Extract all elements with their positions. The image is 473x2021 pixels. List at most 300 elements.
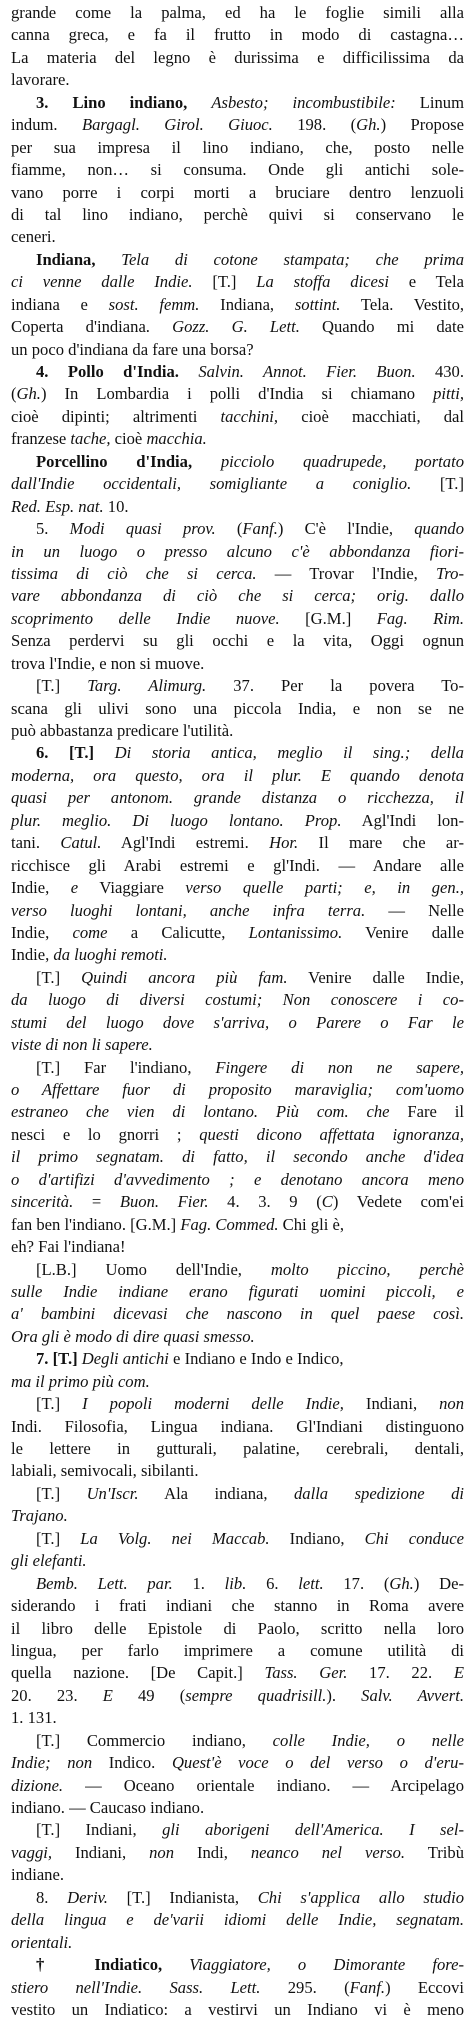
text-run: Venire dalle Indie, [287, 967, 464, 987]
text-run: 10. [103, 496, 129, 516]
headword: Porcellino d'India, [36, 451, 193, 471]
text-line [11, 249, 464, 271]
text-run: le lettere in gutturali, palatine, cerebrali, dentali, [11, 1439, 464, 1458]
italic-text: gli elefanti. [11, 1551, 87, 1571]
text-run: 20. 23. [11, 1685, 103, 1705]
text-line [11, 271, 464, 293]
text-line [11, 1775, 464, 1797]
italic-text: Deriv. [67, 1887, 108, 1907]
italic-text: o Affettare fuor di proposito maraviglia; com'uomo [11, 1080, 464, 1099]
text-run: [T.] [36, 1394, 83, 1414]
text-line [11, 1842, 464, 1864]
text-run: 1. [172, 1573, 225, 1593]
text-line [11, 182, 464, 204]
italic-text: il primo segnatam. di fatto, il secondo anche d'idea [11, 1147, 464, 1167]
text-run: Indi, [174, 1842, 251, 1862]
italic-text: Degli antichi [81, 1349, 169, 1369]
text-line [11, 541, 464, 563]
italic-text: viste di non li sapere. [11, 1035, 153, 1055]
italic-text: Indie; non [11, 1753, 93, 1773]
text-run: scana gli ulivi sono una piccola India, e non se ne [11, 698, 464, 718]
text-run: Quando mi date [299, 317, 464, 337]
text-line [11, 114, 464, 136]
italic-text: molto piccino, perchè [270, 1259, 464, 1279]
text-line [11, 563, 464, 585]
italic-text: verso luoghi lontani, anche infra terra. [11, 900, 366, 920]
text-run: [T.] [36, 676, 88, 696]
text-line [11, 1483, 464, 1505]
text-line [11, 1393, 464, 1415]
text-run: [T.] [36, 967, 82, 987]
text-line [11, 1977, 464, 1999]
text-line [11, 1438, 464, 1460]
text-run: trova l'Indie, e non si muove. [11, 653, 205, 673]
italic-text: tacchini, [220, 406, 279, 426]
text-line [11, 922, 464, 944]
text-line [11, 1662, 464, 1684]
text-run: Indie, [11, 945, 54, 965]
italic-text: macchia. [146, 429, 207, 449]
text-line [11, 518, 464, 540]
text-line [11, 1618, 464, 1640]
text-line [11, 1146, 464, 1168]
text-line [11, 585, 464, 607]
text-line [11, 1752, 464, 1774]
italic-text: in un luogo o presso alcuno c'è abbondanza fiori- [11, 541, 464, 561]
text-run: 17. ( [323, 1573, 390, 1593]
text-line [11, 451, 464, 473]
text-line [11, 1101, 464, 1123]
italic-text: Viaggiatore, o Dimorante fore- [189, 1955, 464, 1975]
text-line [11, 383, 464, 405]
text-run: ) Eccovi [385, 1977, 464, 1997]
text-run: Chi gli è, [278, 1214, 344, 1234]
text-run: [L.B.] Uomo dell'Indie, [36, 1259, 271, 1279]
italic-text: Quindi ancora più fam. [81, 967, 288, 987]
italic-text: Gh. [356, 115, 381, 135]
italic-text: estraneo che vien di lontano. Più com. che [11, 1102, 390, 1122]
text-line [11, 787, 464, 809]
text-run: Indi. Filosofia, Lingua indiana. Gl'Indiani distinguono [11, 1416, 464, 1436]
italic-text: Fanf. [349, 1977, 386, 1997]
text-run: 295. ( [260, 1977, 350, 1997]
italic-text: E [102, 1685, 113, 1705]
text-run [162, 1955, 189, 1974]
text-line [11, 1887, 464, 1909]
italic-text: E [453, 1663, 464, 1683]
text-run: 49 ( [112, 1685, 186, 1705]
text-run: ceneri. [11, 227, 56, 247]
italic-text: Gozz. G. Lett. [172, 317, 300, 337]
italic-text: lib. [224, 1573, 247, 1593]
italic-text: moderna, ora questo, ora il plur. E quando denota [11, 765, 464, 785]
italic-text: Catul. [60, 833, 102, 853]
text-run: 4. 3. 9 ( [208, 1192, 322, 1212]
italic-text: Gh. [16, 384, 41, 404]
text-run: Il mare che ar- [298, 833, 464, 853]
text-run: fan ben l'indiano. [G.M.] [11, 1214, 181, 1234]
headword: 4. Pollo d'India. [36, 362, 179, 381]
text-run: [T.] [192, 272, 257, 292]
text-run: di tal lino indiano, perchè quivi si conservano le [11, 204, 464, 224]
text-line [11, 1214, 464, 1236]
text-run: tani. [11, 833, 61, 853]
text-run: Indiana, [199, 294, 295, 314]
text-line [11, 1505, 464, 1527]
text-run: fiamme, non… si consuma. Onde gli antichi sole- [11, 160, 464, 180]
text-run: indiana e [11, 294, 109, 314]
text-run: canna greca, e fa il frutto in modo di castagna… [11, 25, 464, 45]
text-run: — Nelle [365, 900, 464, 920]
text-run: ). [326, 1685, 362, 1705]
italic-text: Asbesto; incombustibile: [211, 92, 396, 112]
text-run: cioè macchiati, dal [278, 406, 464, 426]
text-line [11, 720, 464, 742]
italic-text: Fag. Rim. [376, 608, 465, 628]
text-line [11, 832, 464, 854]
text-line [11, 1191, 464, 1213]
text-line [11, 1281, 464, 1303]
text-line [11, 1797, 464, 1819]
text-line [11, 159, 464, 181]
italic-text: picciolo quadrupede, portato [220, 451, 464, 471]
italic-text: Fanf. [242, 519, 278, 539]
text-line [11, 1169, 464, 1191]
text-run: 6. [246, 1573, 299, 1593]
italic-text: Di storia antica, meglio il sing.; della [114, 743, 464, 763]
italic-text: come [72, 922, 108, 942]
text-run: siderando i frati indiani che stanno in Roma avere [11, 1596, 464, 1616]
text-run: ) Vedete com'ei [332, 1192, 465, 1212]
italic-text: Trajano. [11, 1506, 68, 1526]
text-line [11, 900, 464, 922]
text-run: Coperta d'indiana. [11, 317, 173, 337]
text-line [11, 1864, 464, 1886]
text-line [11, 294, 464, 316]
text-line [11, 1236, 464, 1258]
italic-text: C [321, 1192, 333, 1212]
text-line [11, 137, 464, 159]
italic-text: neanco nel verso. [250, 1842, 406, 1862]
italic-text: dizione. [11, 1775, 64, 1795]
text-line [11, 316, 464, 338]
text-line [11, 69, 464, 91]
text-line [11, 361, 464, 383]
italic-text: quasi per antonom. grande distanza o ricchezza, il [11, 788, 464, 808]
text-line [11, 989, 464, 1011]
text-run: [T.] [36, 1528, 81, 1548]
text-line [11, 1460, 464, 1482]
text-run: grande come la palma, ed ha le foglie simili alla [11, 3, 464, 22]
text-run: [T.] [411, 474, 464, 494]
italic-text: Fingere di non ne sapere, [215, 1057, 464, 1077]
italic-text: non [439, 1394, 464, 1414]
italic-text: sottint. [294, 294, 341, 314]
italic-text: a' bambini dicevasi che nascono in quel paese così. [11, 1304, 464, 1324]
text-line [11, 1932, 464, 1954]
text-run: [T.] Commercio indiano, [36, 1730, 273, 1750]
text-run [94, 743, 115, 762]
italic-text: Bemb. Lett. par. [36, 1573, 173, 1593]
italic-text: ma il primo più com. [11, 1371, 150, 1391]
text-column [11, 2, 464, 2021]
italic-text: gli aborigeni dell'America. I sel- [162, 1820, 464, 1840]
italic-text: tissima di ciò che si cerca. [11, 563, 257, 583]
headword: 3. Lino indiano, [36, 92, 188, 112]
italic-text: dall'Indie occidentali, somigliante a coniglio. [11, 474, 412, 494]
text-run: Indico. [92, 1753, 172, 1773]
italic-text: Buon. Fier. [119, 1192, 209, 1212]
text-run: ) C'è l'Indie, [277, 519, 415, 539]
italic-text: Lontanissimo. [248, 922, 343, 942]
text-run: Fare il [389, 1102, 464, 1122]
text-line [11, 1730, 464, 1752]
text-line [11, 1550, 464, 1572]
text-run: Linum [395, 92, 464, 112]
text-run: per sua impresa il lino indiano, che, posto nelle [11, 137, 464, 157]
italic-text: Sass. Lett. [169, 1977, 261, 1997]
italic-text: Un'Iscr. [86, 1483, 139, 1503]
italic-text: plur. meglio. Di luogo lontano. Prop. [11, 810, 342, 830]
italic-text: sost. femm. [108, 294, 200, 314]
text-line [11, 608, 464, 630]
text-run: 5. [36, 519, 70, 539]
text-line [11, 1528, 464, 1550]
text-line [11, 1348, 464, 1370]
text-line [11, 1819, 464, 1841]
text-run [142, 1978, 169, 1997]
text-line [11, 1371, 464, 1393]
text-line [11, 428, 464, 450]
text-line [11, 855, 464, 877]
text-line [11, 496, 464, 518]
italic-text: Ora gli è modo di dire quasi smesso. [11, 1326, 255, 1346]
text-run: [T.] Indiani, [36, 1820, 163, 1840]
text-line [11, 1259, 464, 1281]
italic-text: Chi conduce [364, 1528, 464, 1548]
italic-text: Tass. Ger. [264, 1663, 348, 1683]
text-run [187, 93, 211, 112]
text-line [11, 1685, 464, 1707]
text-line [11, 1707, 464, 1729]
text-run: Viaggiare [78, 878, 186, 898]
text-run [96, 250, 122, 269]
text-run: Venire dalle [342, 922, 464, 942]
text-run: Tela. Vestito, [340, 294, 465, 314]
text-line [11, 967, 464, 989]
headword: 7. [T.] [36, 1349, 78, 1369]
italic-text: verso quelle parti; e, in gen., [185, 878, 464, 898]
text-run: — Trovar l'Indie, [256, 563, 437, 583]
text-line [11, 339, 464, 361]
text-run: franzese [11, 429, 71, 449]
text-run: ( [11, 384, 17, 404]
text-line [11, 1057, 464, 1079]
text-run: vano porre i corpi morti a bruciare dentro lenzuoli [11, 182, 464, 202]
text-run: a Calicutte, [107, 922, 249, 942]
text-run: vestito un Indiatico: a vestirvi un Indiano vi è meno [11, 1999, 464, 2019]
text-run: 198. ( [272, 115, 357, 135]
text-line [11, 1416, 464, 1438]
headword: Indiana, [36, 249, 96, 269]
text-run: 17. 22. [347, 1663, 454, 1683]
text-line [11, 1326, 464, 1348]
italic-text: colle Indie, o nelle [272, 1730, 464, 1750]
italic-text: non [149, 1842, 174, 1862]
headword: 6. [T.] [36, 743, 95, 763]
italic-text: Modi quasi prov. [69, 519, 216, 539]
italic-text: scoprimento delle Indie nuove. [11, 608, 280, 628]
italic-text: sincerità. [11, 1192, 74, 1212]
text-line [11, 944, 464, 966]
text-run [192, 452, 221, 471]
text-line [11, 1595, 464, 1617]
text-run: un poco d'indiana da fare una borsa? [11, 339, 254, 359]
text-line [11, 877, 464, 899]
text-line [11, 810, 464, 832]
italic-text: Tela di cotone stampata; che prima [121, 249, 465, 269]
text-line [11, 226, 464, 248]
text-run [179, 362, 198, 381]
text-run: e Indiano e Indo e Indico, [168, 1349, 344, 1369]
italic-text: e [70, 878, 79, 898]
text-line [11, 473, 464, 495]
italic-text: sulle Indie indiane erano figurati uomini piccoli, e [11, 1281, 464, 1301]
italic-text: o d'artifizi d'avvedimento ; e denotano ancora meno [11, 1169, 464, 1189]
text-line [11, 1909, 464, 1931]
text-run: Indiano, [269, 1528, 365, 1548]
text-run: lingua, per farlo imprimere a comune utilità di [11, 1640, 464, 1660]
text-line [11, 1573, 464, 1595]
text-run: [T.] [36, 1483, 87, 1503]
headword: † Indiatico, [36, 1955, 163, 1975]
text-run: 37. Per la povera To- [206, 676, 464, 696]
italic-text: vaggi, [11, 1842, 53, 1862]
text-run: labiali, semivocali, sibilanti. [11, 1461, 199, 1481]
italic-text: da luoghi remoti. [53, 945, 168, 965]
italic-text: La stoffa dicesi [256, 272, 389, 292]
text-line [11, 92, 464, 114]
text-run: Indiani, [52, 1842, 150, 1862]
italic-text: I popoli moderni delle Indie, [82, 1394, 344, 1414]
text-line [11, 1303, 464, 1325]
text-run: può abbastanza predicare l'utilità. [11, 721, 234, 740]
text-run: — Oceano orientale indiano. — Arcipelago [63, 1775, 464, 1795]
italic-text: pitti, [433, 384, 464, 404]
italic-text: Chi s'applica allo studio [257, 1887, 465, 1907]
italic-text: stiero nell'Indie. [11, 1977, 143, 1997]
text-run: Indie, [11, 878, 71, 898]
text-run: La materia del legno è durissima e difficilissima da [11, 47, 464, 67]
text-run: Indiani, [343, 1394, 440, 1414]
text-line [11, 1124, 464, 1146]
italic-text: Red. Esp. nat. [11, 496, 104, 516]
text-run: il libro delle Epistole di Paolo, scritto nella loro [11, 1618, 464, 1638]
text-run: ) In Lombardia i polli d'India si chiamano [40, 384, 434, 404]
text-run: indiane. [11, 1865, 64, 1885]
text-run: [T.] Far l'indiano, [36, 1057, 216, 1077]
text-run: Ala indiana, [138, 1483, 294, 1503]
text-run: 1. 131. [11, 1708, 57, 1728]
text-run: indiano. — Caucaso indiano. [11, 1798, 205, 1817]
text-line [11, 630, 464, 652]
text-run: e Tela [388, 272, 464, 292]
text-line [11, 24, 464, 46]
italic-text: quando [414, 519, 464, 539]
italic-text: Salvin. Annot. Fier. Buon. [198, 362, 416, 381]
italic-text: Bargagl. Girol. Giuoc. [81, 115, 273, 135]
text-run: lavorare. [11, 70, 70, 90]
text-run: ) De- [413, 1573, 464, 1593]
text-run: nesci e lo gnorri ; [11, 1124, 200, 1144]
italic-text: ci venne dalle Indie. [11, 272, 193, 292]
text-line [11, 742, 464, 764]
text-run: 430. [415, 362, 464, 381]
text-run: cioè [110, 429, 147, 449]
text-run: [T.] Indianista, [107, 1887, 258, 1907]
italic-text: tache, [70, 429, 111, 449]
text-run: cioè dipinti; altrimenti [11, 406, 221, 426]
text-run: Senza perdervi su gli occhi e la vita, Oggi ognun [11, 631, 464, 651]
italic-text: stumi del luogo dove s'arriva, o Parere o Far le [11, 1012, 464, 1032]
text-run: = [73, 1192, 120, 1212]
text-run: Tribù [405, 1842, 464, 1862]
text-run: ( [215, 519, 243, 539]
italic-text: Quest'è voce o del verso o d'eru- [171, 1753, 464, 1773]
text-run: 8. [36, 1887, 68, 1907]
text-line [11, 1034, 464, 1056]
text-run: indum. [11, 115, 82, 135]
text-line [11, 765, 464, 787]
italic-text: Salv. Avvert. [361, 1685, 464, 1705]
italic-text: orientali. [11, 1932, 73, 1952]
italic-text: Gh. [389, 1573, 414, 1593]
text-line [11, 204, 464, 226]
italic-text: Tro- [436, 563, 464, 583]
italic-text: Targ. Alimurg. [87, 676, 207, 696]
italic-text: La Volg. nei Maccab. [80, 1528, 270, 1548]
italic-text: dalla spedizione di [293, 1483, 464, 1503]
italic-text: da luogo di diversi costumi; Non conoscere i co- [11, 990, 464, 1010]
text-line [11, 653, 464, 675]
text-line [11, 1012, 464, 1034]
text-line [11, 675, 464, 697]
text-line [11, 1999, 464, 2021]
text-run: Agl'Indi estremi. [101, 833, 270, 853]
text-line [11, 1079, 464, 1101]
text-line [11, 406, 464, 428]
italic-text: Fag. Commed. [180, 1214, 279, 1234]
italic-text: Hor. [269, 833, 299, 853]
text-line [11, 698, 464, 720]
text-run: Indie, [11, 922, 73, 942]
italic-text: questi dicono affettata ignoranza, [199, 1124, 464, 1144]
text-line [11, 2, 464, 24]
text-run: ricchisce gli Arabi estremi e gl'Indi. — Andare alle [11, 855, 464, 875]
text-run: [G.M.] [279, 608, 377, 628]
italic-text: della lingua e de'varii idiomi delle Indie, segnatam. [11, 1910, 464, 1930]
italic-text: vare abbondanza di ciò che si cerca; orig. dallo [11, 586, 464, 606]
italic-text: sempre quadrisill. [185, 1685, 327, 1705]
text-run: eh? Fai l'indiana! [11, 1237, 126, 1257]
text-run: Agl'Indi lon- [341, 810, 464, 830]
italic-text: lett. [298, 1573, 324, 1593]
text-run: ) Propose [380, 115, 464, 135]
text-line [11, 1954, 464, 1976]
text-line [11, 47, 464, 69]
text-run: quella nazione. [De Capit.] [11, 1663, 265, 1683]
text-line [11, 1640, 464, 1662]
